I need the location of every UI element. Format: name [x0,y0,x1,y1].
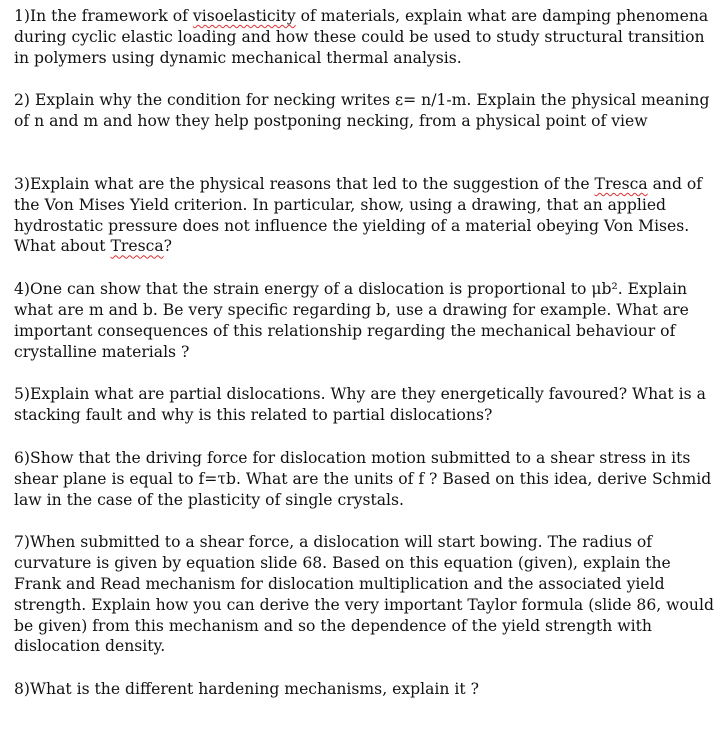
misspelled-word-visoelasticity: visoelasticity [192,7,296,25]
question-3-text-end: ? [163,237,173,256]
question-4: 4)One can show that the strain energy of a dislocation is proportional to μb². Explain what are m and b. Be very specific regarding b, use a drawing for example. What are important consequences of this relationship regarding the mechanical behaviour of crystalline materials ? [14,280,689,361]
question-1-text-end: of materials, explain what are damping phenomena during cyclic elastic loading and how these could be used to study structural transition in polymers using dynamic mechanical thermal analysis. [14,7,709,67]
question-3-text-middle: and of the Von Mises Yield criterion. In particular, show, using a drawing, that an applied hydrostatic pressure does not influence the yielding of a material obeying Von Mises. What about [14,174,703,256]
question-1 [14,6,714,68]
question-8: 8)What is the different hardening mechanisms, explain it ? [14,680,479,699]
question-1-text-start: 1)In the framework of [14,7,193,25]
question-3 [14,174,714,257]
misspelled-word-tresca: Tresca [594,174,648,193]
question-5: 5)Explain what are partial dislocations. Why are they energetically favoured? What is a stacking fault and why is this related to partial dislocations? [14,385,706,425]
question-3-text-start: 3)Explain what are the physical reasons that led to the suggestion of the [14,174,595,193]
question-6: 6)Show that the driving force for dislocation motion submitted to a shear stress in its shear plane is equal to f=τb. What are the units of f ? Based on this idea, derive Schmid law in the case of the plasticity of single crystals. [14,448,712,509]
question-7: 7)When submitted to a shear force, a dislocation will start bowing. The radius of curvature is given by equation slide 68. Based on this equation (given), explain the Frank and Read mechanism for dislocation multiplication and the associated yield strength. Explain how you can derive the very important Taylor formula (slide 86, would be given) from this mechanism and so the dependence of the yield strength with dislocation density. [14,533,714,656]
question-2: 2) Explain why the condition for necking writes ε= n/1-m. Explain the physical meaning of n and m and how they help postponing necking, from a physical point of view [14,91,710,131]
misspelled-word-tresca-2: Tresca [110,237,164,256]
document-body [14,6,714,700]
